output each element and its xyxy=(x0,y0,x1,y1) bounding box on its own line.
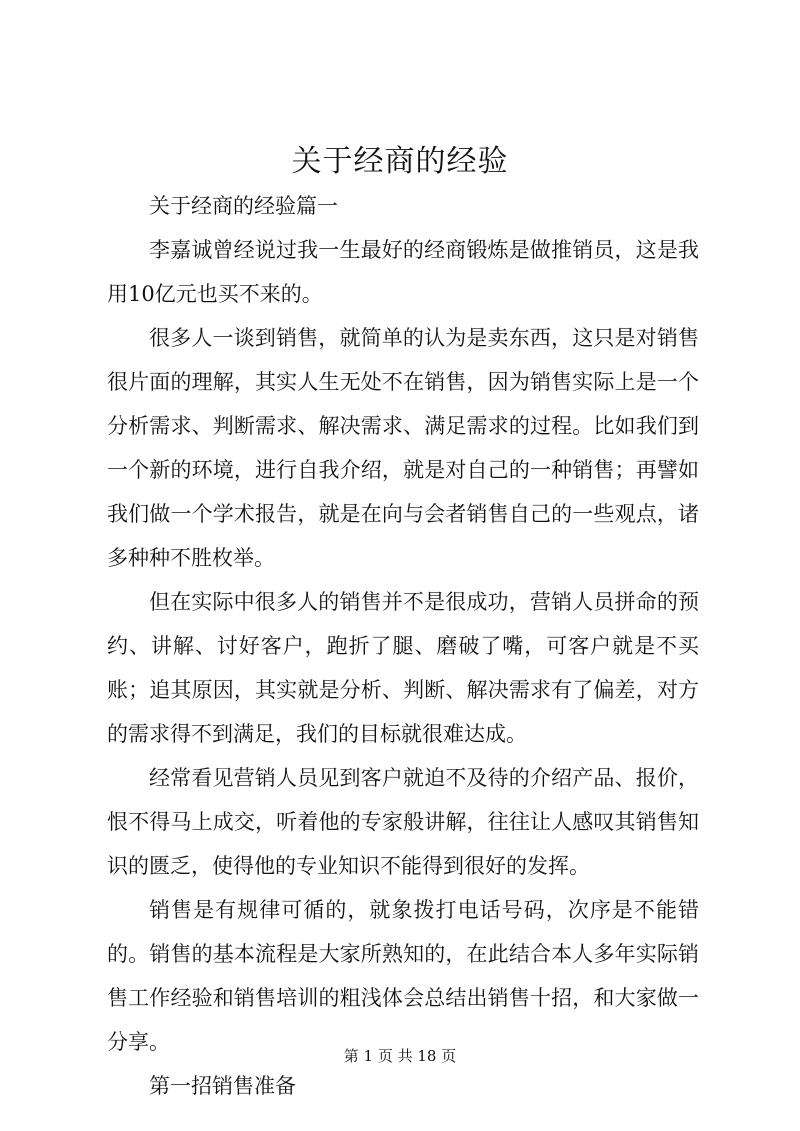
paragraph-quote: 李嘉诚曾经说过我一生最好的经商锻炼是做推销员，这是我用10亿元也买不来的。 xyxy=(107,238,699,306)
paragraph-sales-process: 销售是有规律可循的，就象拨打电话号码，次序是不能错的。销售的基本流程是大家所熟知的，在此结合本人多年实际销售工作经验和销售培训的粗浅体会总结出销售十招，和大家做一分享。 xyxy=(107,898,699,1054)
paragraph-sales-failure: 但在实际中很多人的销售并不是很成功，营销人员拼命的预约、讲解、讨好客户，跑折了腿、磨破了嘴，可客户就是不买账；追其原因，其实就是分析、判断、解决需求有了偏差，对方的需求得不到满足，我们的目标就很难达成。 xyxy=(107,590,699,746)
page-footer: 第 1 页 共 18 页 xyxy=(343,1047,457,1065)
paragraph-sales-definition: 很多人一谈到销售，就简单的认为是卖东西，这只是对销售很片面的理解，其实人生无处不在销售，因为销售实际上是一个分析需求、判断需求、解决需求、满足需求的过程。比如我们到一个新的环境，进行自我介绍，就是对自己的一种销售；再譬如我们做一个学术报告，就是在向与会者销售自己的一些观点，诸多种种不胜枚举。 xyxy=(107,326,699,570)
paragraph-section-heading: 第一招销售准备 xyxy=(149,1074,296,1098)
document-body xyxy=(107,184,699,1108)
document-title: 关于经商的经验 xyxy=(291,144,509,179)
paragraph-subtitle: 关于经商的经验篇一 xyxy=(149,194,338,218)
paragraph-eager-sales: 经常看见营销人员见到客户就迫不及待的介绍产品、报价，恨不得马上成交，听着他的专家般讲解，往往让人感叹其销售知识的匮乏，使得他的专业知识不能得到很好的发挥。 xyxy=(107,766,699,878)
